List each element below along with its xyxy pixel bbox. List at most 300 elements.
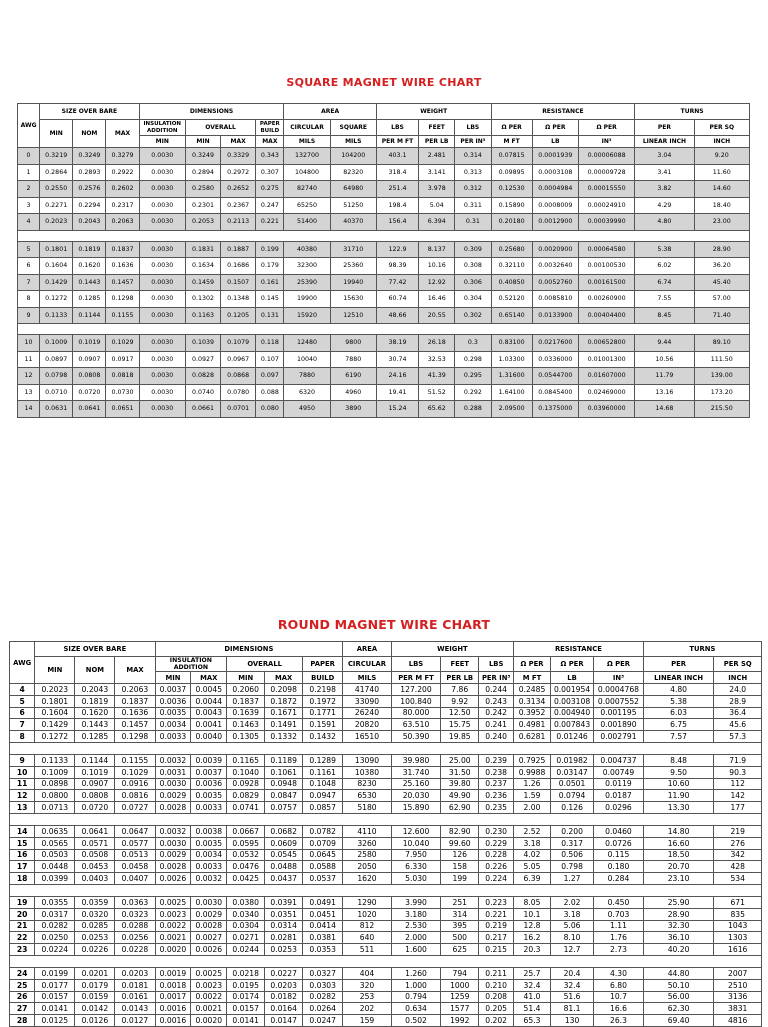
- data-cell: 4110: [343, 825, 392, 837]
- data-cell: 0.1837: [115, 695, 155, 707]
- data-cell: 82320: [330, 164, 376, 181]
- data-cell: 156.4: [376, 214, 418, 231]
- data-cell: 0.0782: [303, 825, 343, 837]
- data-cell: 0.0359: [75, 896, 115, 908]
- data-cell: 0.292: [455, 384, 491, 401]
- awg-cell: 10: [18, 335, 40, 352]
- table-row: [10, 1015, 762, 1027]
- data-cell: 0.0916: [115, 778, 155, 790]
- data-cell: 0.0032640: [532, 258, 578, 275]
- data-cell: 1.64100: [491, 384, 532, 401]
- data-cell: 0.0016: [155, 1003, 191, 1015]
- data-cell: 0.0025: [155, 896, 191, 908]
- data-cell: 51400: [284, 214, 330, 231]
- data-cell: 9.92: [441, 695, 479, 707]
- data-cell: 0.00006088: [578, 148, 634, 165]
- data-cell: 50.390: [391, 731, 441, 743]
- data-cell: 28.90: [694, 241, 749, 258]
- data-cell: 0.6281: [514, 731, 551, 743]
- awg-cell: 16: [10, 849, 35, 861]
- awg-cell: 7: [10, 719, 35, 731]
- data-cell: 4960: [330, 384, 376, 401]
- data-cell: 0.298: [455, 351, 491, 368]
- data-cell: 215.50: [694, 401, 749, 418]
- data-cell: 0.7925: [514, 754, 551, 766]
- data-cell: 0.00024910: [578, 197, 634, 214]
- data-cell: 0.1443: [75, 719, 115, 731]
- data-cell: 0.313: [455, 164, 491, 181]
- data-cell: 0.1289: [303, 754, 343, 766]
- data-cell: 0.12530: [491, 181, 532, 198]
- data-cell: 0.450: [594, 896, 644, 908]
- awg-cell: 23: [10, 944, 35, 956]
- data-cell: 0.0217600: [532, 335, 578, 352]
- data-cell: 15630: [330, 291, 376, 308]
- data-cell: 6.74: [635, 274, 694, 291]
- data-cell: 3136: [714, 991, 762, 1003]
- data-cell: 0.1620: [73, 258, 106, 275]
- col-ins-min: MIN: [155, 672, 191, 684]
- group-separator: [18, 324, 750, 335]
- data-cell: 0.1161: [303, 766, 343, 778]
- data-cell: 1000: [441, 979, 479, 991]
- data-cell: 0.0713: [35, 802, 75, 814]
- data-cell: 0.0028: [155, 861, 191, 873]
- data-cell: 0.0043: [191, 707, 227, 719]
- square-table-body: [18, 148, 750, 418]
- data-cell: 0.0179: [75, 979, 115, 991]
- data-cell: 0.0045: [191, 684, 227, 696]
- data-cell: 0.239: [479, 754, 514, 766]
- data-cell: 0.217: [479, 932, 514, 944]
- data-cell: 0.1819: [75, 695, 115, 707]
- data-cell: 0.0034: [191, 849, 227, 861]
- data-cell: 0.65140: [491, 307, 532, 324]
- data-cell: 0.0030: [139, 241, 185, 258]
- col-overall: OVERALL: [185, 120, 255, 136]
- data-cell: 41740: [343, 684, 392, 696]
- col-nom: NOM: [73, 120, 106, 148]
- data-cell: 0.1155: [115, 754, 155, 766]
- data-cell: 0.0288: [115, 920, 155, 932]
- col-per-m-ft: PER M FT: [391, 672, 441, 684]
- data-cell: 0.0363: [115, 896, 155, 908]
- data-cell: 80.000: [391, 707, 441, 719]
- data-cell: 12480: [284, 335, 330, 352]
- data-cell: 0.00009728: [578, 164, 634, 181]
- data-cell: 0.1039: [185, 335, 220, 352]
- data-cell: 0.1375000: [532, 401, 578, 418]
- data-cell: 15.890: [391, 802, 441, 814]
- data-cell: 0.0794: [550, 790, 593, 802]
- data-cell: 0.2113: [221, 214, 256, 231]
- data-cell: 0.3219: [40, 148, 73, 165]
- data-cell: 0.001890: [594, 719, 644, 731]
- data-cell: 0.0701: [221, 401, 256, 418]
- data-cell: 64980: [330, 181, 376, 198]
- data-cell: 1577: [441, 1003, 479, 1015]
- data-cell: 0.1163: [185, 307, 220, 324]
- col-max: MAX: [106, 120, 139, 148]
- data-cell: 0.09895: [491, 164, 532, 181]
- data-cell: 0.0019: [155, 967, 191, 979]
- col-m-ft: M FT: [514, 672, 551, 684]
- data-cell: 12.8: [514, 920, 551, 932]
- data-cell: 0.284: [594, 873, 644, 885]
- group-dimensions: DIMENSIONS: [155, 642, 343, 657]
- data-cell: 0.0147: [265, 1015, 303, 1027]
- data-cell: 65250: [284, 197, 330, 214]
- data-cell: 19.85: [441, 731, 479, 743]
- data-cell: 0.0453: [75, 861, 115, 873]
- data-cell: 0.0157: [227, 1003, 265, 1015]
- data-cell: 0.52120: [491, 291, 532, 308]
- table-row: [18, 148, 750, 165]
- data-cell: 0.221: [256, 214, 284, 231]
- data-cell: 0.0720: [75, 802, 115, 814]
- data-cell: 0.230: [479, 825, 514, 837]
- data-cell: 0.306: [455, 274, 491, 291]
- data-cell: 0.0250: [35, 932, 75, 944]
- data-cell: 0.0947: [303, 790, 343, 802]
- data-cell: 6.03: [643, 707, 714, 719]
- data-cell: 0.0020: [191, 1015, 227, 1027]
- data-cell: 2.481: [419, 148, 455, 165]
- awg-cell: 22: [10, 932, 35, 944]
- data-cell: 89.10: [694, 335, 749, 352]
- data-cell: 0.00260900: [578, 291, 634, 308]
- data-cell: 44.80: [643, 967, 714, 979]
- data-cell: 0.0030: [139, 384, 185, 401]
- data-cell: 4950: [284, 401, 330, 418]
- data-cell: 0.1009: [35, 766, 75, 778]
- data-cell: 7.57: [643, 731, 714, 743]
- table-row: [10, 719, 762, 731]
- data-cell: 41.39: [419, 368, 455, 385]
- data-cell: 0.1019: [75, 766, 115, 778]
- data-cell: 26240: [343, 707, 392, 719]
- data-cell: 0.0897: [40, 351, 73, 368]
- data-cell: 0.0021: [191, 1003, 227, 1015]
- awg-cell: 17: [10, 861, 35, 873]
- data-cell: 25.160: [391, 778, 441, 790]
- data-cell: 1.26: [514, 778, 551, 790]
- data-cell: 8.48: [643, 754, 714, 766]
- data-cell: 0.0503: [35, 849, 75, 861]
- data-cell: 41.0: [514, 991, 551, 1003]
- table-row: [10, 896, 762, 908]
- data-cell: 0.1040: [227, 766, 265, 778]
- data-cell: 0.1604: [35, 707, 75, 719]
- data-cell: 10.1: [514, 908, 551, 920]
- data-cell: 0.1332: [265, 731, 303, 743]
- data-cell: 0.0037: [191, 766, 227, 778]
- data-cell: 1.31600: [491, 368, 532, 385]
- data-cell: 14.80: [643, 825, 714, 837]
- table-row: [10, 920, 762, 932]
- data-cell: 0.2271: [40, 197, 73, 214]
- data-cell: 0.0030: [139, 335, 185, 352]
- data-cell: 0.0667: [227, 825, 265, 837]
- data-cell: 16.46: [419, 291, 455, 308]
- data-cell: 0.0035: [155, 707, 191, 719]
- data-cell: 0.0513: [115, 849, 155, 861]
- table-row: [10, 944, 762, 956]
- data-cell: 8.10: [550, 932, 593, 944]
- data-cell: 0.0798: [40, 368, 73, 385]
- data-cell: 0.0720: [73, 384, 106, 401]
- data-cell: 0.229: [479, 837, 514, 849]
- awg-cell: 14: [18, 401, 40, 418]
- data-cell: 32.53: [419, 351, 455, 368]
- data-cell: 0.0458: [115, 861, 155, 873]
- data-cell: 0.798: [550, 861, 593, 873]
- col-paper: PAPER: [303, 657, 343, 672]
- data-cell: 0.1491: [265, 719, 303, 731]
- data-cell: 0.2060: [227, 684, 265, 696]
- data-cell: 31710: [330, 241, 376, 258]
- group-weight: WEIGHT: [391, 642, 513, 657]
- col-lb: LB: [532, 136, 578, 148]
- data-cell: 0.0641: [73, 401, 106, 418]
- data-cell: 0.2576: [73, 181, 106, 198]
- data-cell: 0.309: [455, 241, 491, 258]
- col-awg: AWG: [18, 104, 40, 148]
- data-cell: 0.00404400: [578, 307, 634, 324]
- group-separator: [18, 230, 750, 241]
- group-area: AREA: [284, 104, 376, 120]
- data-cell: 0.0029: [155, 849, 191, 861]
- data-cell: 500: [441, 932, 479, 944]
- data-cell: 5.38: [635, 241, 694, 258]
- group-separator: [10, 742, 762, 754]
- data-cell: 0.312: [455, 181, 491, 198]
- group-resistance: RESISTANCE: [514, 642, 644, 657]
- data-cell: 0.0030: [191, 896, 227, 908]
- data-cell: 428: [714, 861, 762, 873]
- data-cell: 7.950: [391, 849, 441, 861]
- data-cell: 6.330: [391, 861, 441, 873]
- data-cell: 0.0026: [155, 873, 191, 885]
- data-cell: 0.0030: [139, 181, 185, 198]
- data-cell: 0.0032: [191, 873, 227, 885]
- data-cell: 0.0030: [139, 214, 185, 231]
- data-cell: 0.2485: [514, 684, 551, 696]
- data-cell: 0.2580: [185, 181, 220, 198]
- data-cell: 1303: [714, 932, 762, 944]
- data-cell: 16.60: [643, 837, 714, 849]
- data-cell: 15.24: [376, 401, 418, 418]
- data-cell: 0.1604: [40, 258, 73, 275]
- data-cell: 0.0253: [75, 932, 115, 944]
- data-cell: 0.0025: [191, 967, 227, 979]
- data-cell: 0.0437: [265, 873, 303, 885]
- data-cell: 0.0609: [265, 837, 303, 849]
- data-cell: 1.260: [391, 967, 441, 979]
- data-cell: 62.30: [643, 1003, 714, 1015]
- data-cell: 0.0127: [115, 1015, 155, 1027]
- data-cell: 9.50: [643, 766, 714, 778]
- data-cell: 6.02: [635, 258, 694, 275]
- table-row: [18, 335, 750, 352]
- data-cell: 77.42: [376, 274, 418, 291]
- table-row: [10, 778, 762, 790]
- data-cell: 0.202: [479, 1015, 514, 1027]
- data-cell: 0.1061: [265, 766, 303, 778]
- data-cell: 0.1686: [221, 258, 256, 275]
- data-cell: 0.01001300: [578, 351, 634, 368]
- data-cell: 0.0351: [265, 908, 303, 920]
- data-cell: 2.09500: [491, 401, 532, 418]
- col-insulation-addition: INSULATION ADDITION: [155, 657, 227, 672]
- data-cell: 0.0030: [139, 291, 185, 308]
- data-cell: 31.50: [441, 766, 479, 778]
- data-cell: 0.1429: [35, 719, 75, 731]
- group-size-over-bare: SIZE OVER BARE: [40, 104, 140, 120]
- awg-cell: 6: [18, 258, 40, 275]
- data-cell: 0.0565: [35, 837, 75, 849]
- data-cell: 0.0314: [265, 920, 303, 932]
- awg-cell: 14: [10, 825, 35, 837]
- awg-cell: 15: [10, 837, 35, 849]
- data-cell: 0.314: [455, 148, 491, 165]
- data-cell: 0.1463: [227, 719, 265, 731]
- data-cell: 0.0034: [155, 719, 191, 731]
- data-cell: 314: [441, 908, 479, 920]
- table-row: [18, 197, 750, 214]
- data-cell: 36.20: [694, 258, 749, 275]
- data-cell: 253: [343, 991, 392, 1003]
- data-cell: 0.308: [455, 258, 491, 275]
- awg-cell: 4: [18, 214, 40, 231]
- data-cell: 0.1009: [40, 335, 73, 352]
- data-cell: 0.0141: [35, 1003, 75, 1015]
- data-cell: 0.0641: [75, 825, 115, 837]
- data-cell: 0.0030: [139, 197, 185, 214]
- data-cell: 32.4: [514, 979, 551, 991]
- group-dimensions: DIMENSIONS: [139, 104, 284, 120]
- table-row: [10, 707, 762, 719]
- data-cell: 0.1837: [106, 241, 139, 258]
- separator-cell: [10, 813, 762, 825]
- data-cell: 0.0218: [227, 967, 265, 979]
- data-cell: 0.0537: [303, 873, 343, 885]
- data-cell: 0.241: [479, 719, 514, 731]
- data-cell: 0.0157: [35, 991, 75, 1003]
- separator-cell: [10, 884, 762, 896]
- table-row: [18, 291, 750, 308]
- data-cell: 0.0682: [265, 825, 303, 837]
- data-cell: 0.0282: [35, 920, 75, 932]
- data-cell: 71.40: [694, 307, 749, 324]
- data-cell: 0.0317: [35, 908, 75, 920]
- data-cell: 0.1887: [221, 241, 256, 258]
- data-cell: 0.0036: [155, 695, 191, 707]
- data-cell: 126: [441, 849, 479, 861]
- data-cell: 0.0948: [265, 778, 303, 790]
- awg-cell: 5: [10, 695, 35, 707]
- data-cell: 0.0030: [139, 368, 185, 385]
- data-cell: 0.0857: [303, 802, 343, 814]
- col-overall-min: MIN: [185, 136, 220, 148]
- data-cell: 39.980: [391, 754, 441, 766]
- data-cell: 0.0340: [227, 908, 265, 920]
- data-cell: 48.66: [376, 307, 418, 324]
- data-cell: 1259: [441, 991, 479, 1003]
- data-cell: 0.0033: [191, 802, 227, 814]
- data-cell: 0.288: [455, 401, 491, 418]
- data-cell: 0.080: [256, 401, 284, 418]
- data-cell: 69.40: [643, 1015, 714, 1027]
- separator-cell: [18, 324, 750, 335]
- data-cell: 0.0004984: [532, 181, 578, 198]
- data-cell: 12.7: [550, 944, 593, 956]
- data-cell: 0.0227: [265, 967, 303, 979]
- data-cell: 0.0141: [227, 1015, 265, 1027]
- data-cell: 0.0726: [594, 837, 644, 849]
- data-cell: 0.1443: [73, 274, 106, 291]
- data-cell: 0.01246: [550, 731, 593, 743]
- data-cell: 0.223: [479, 896, 514, 908]
- data-cell: 10.040: [391, 837, 441, 849]
- data-cell: 0.0030: [155, 778, 191, 790]
- data-cell: 0.211: [479, 967, 514, 979]
- group-area: AREA: [343, 642, 392, 657]
- col-insulation-addition: INSULATION ADDITION: [139, 120, 185, 136]
- data-cell: 0.0041: [191, 719, 227, 731]
- data-cell: 0.0709: [303, 837, 343, 849]
- data-cell: 1043: [714, 920, 762, 932]
- data-cell: 0.1302: [185, 291, 220, 308]
- data-cell: 0.0226: [75, 944, 115, 956]
- data-cell: 0.0645: [303, 849, 343, 861]
- data-cell: 0.00161500: [578, 274, 634, 291]
- data-cell: 0.0026: [191, 944, 227, 956]
- data-cell: 0.01982: [550, 754, 593, 766]
- data-cell: 0.1019: [73, 335, 106, 352]
- data-cell: 0.32110: [491, 258, 532, 275]
- data-cell: 100.840: [391, 695, 441, 707]
- data-cell: 0.502: [391, 1015, 441, 1027]
- awg-cell: 13: [18, 384, 40, 401]
- separator-cell: [10, 742, 762, 754]
- col-per: PER: [643, 657, 714, 672]
- table-row: [18, 274, 750, 291]
- data-cell: 5.05: [514, 861, 551, 873]
- data-cell: 0.31: [455, 214, 491, 231]
- data-cell: 0.210: [479, 979, 514, 991]
- data-cell: 671: [714, 896, 762, 908]
- square-magnet-wire-table: [17, 103, 750, 418]
- table-row: [18, 351, 750, 368]
- data-cell: 0.0588: [303, 861, 343, 873]
- data-cell: 51.52: [419, 384, 455, 401]
- data-cell: 0.1285: [75, 731, 115, 743]
- table-row: [18, 368, 750, 385]
- data-cell: 0.1972: [303, 695, 343, 707]
- awg-cell: 21: [10, 920, 35, 932]
- data-cell: 3.141: [419, 164, 455, 181]
- round-magnet-wire-table: [9, 641, 762, 1027]
- data-cell: 10380: [343, 766, 392, 778]
- col-ins-max: MAX: [191, 672, 227, 684]
- awg-cell: 8: [18, 291, 40, 308]
- data-cell: 19.41: [376, 384, 418, 401]
- col-lbs2: LBS: [479, 657, 514, 672]
- col-circular: CIRCULAR: [284, 120, 330, 136]
- table-row: [18, 241, 750, 258]
- data-cell: 0.275: [256, 181, 284, 198]
